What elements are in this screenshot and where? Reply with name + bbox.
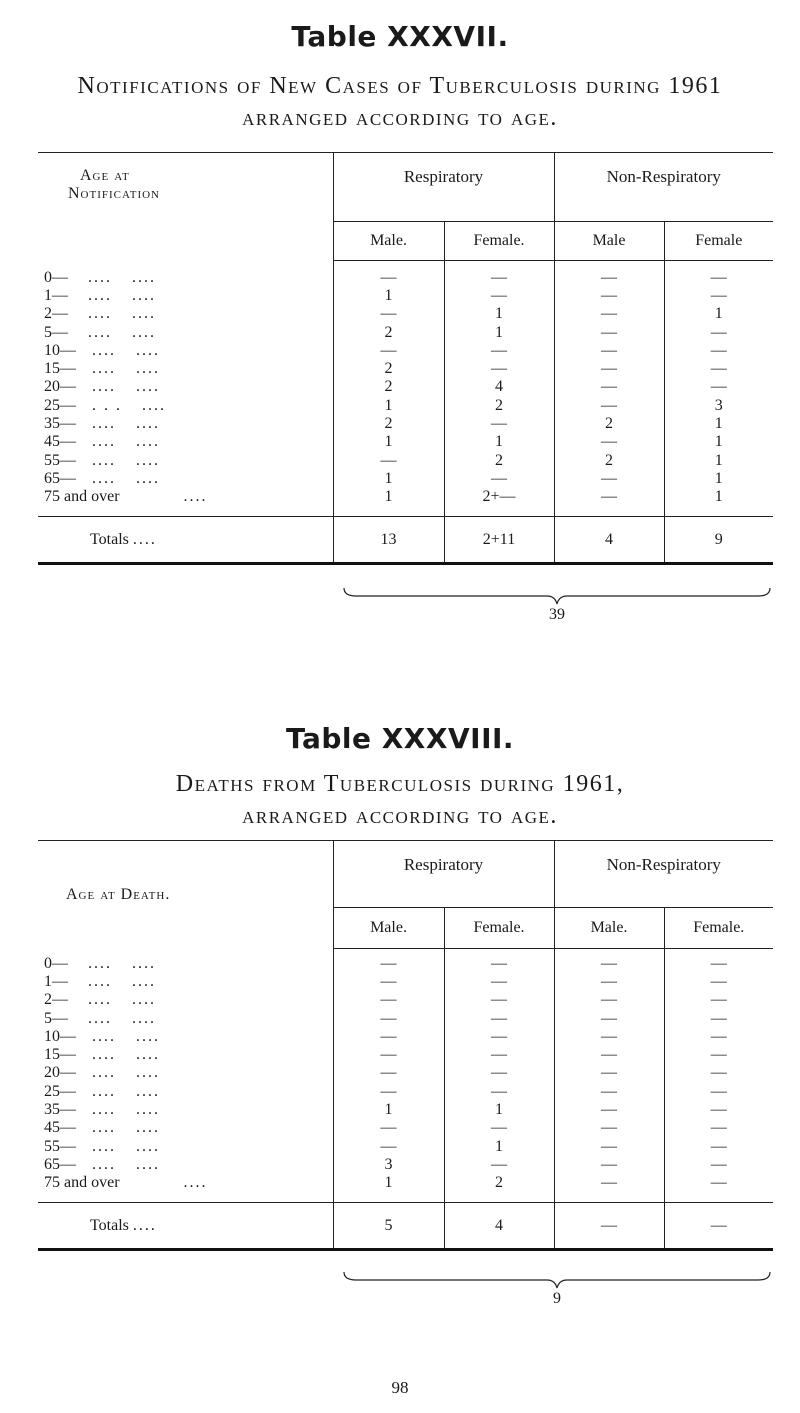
table-row: 35— .... .... 2 — 2 1 <box>38 415 773 433</box>
non-respiratory-male-header: Male. <box>554 908 664 949</box>
non-respiratory-female-header: Female. <box>664 908 773 949</box>
table-row: 5— .... .... — — — — <box>38 1009 773 1027</box>
non-respiratory-group-header: Non-Respiratory <box>554 153 773 222</box>
totals-row: Totals .... 5 4 — — <box>38 1203 773 1250</box>
table1-subtitle-line1: Notifications of New Cases of Tuberculosis during 1961 <box>77 73 723 99</box>
table2-subtitle-line1: Deaths from Tuberculosis during 1961, <box>175 771 625 797</box>
table-row: 65— .... .... 1 — — 1 <box>38 470 773 488</box>
table-row: 25— .... .... — — — — <box>38 1083 773 1101</box>
table-row: 75 and over .... 1 2 — — <box>38 1174 773 1192</box>
table-row: 20— .... .... — — — — <box>38 1064 773 1082</box>
table2-grid <box>38 840 773 1251</box>
respiratory-group-header: Respiratory <box>333 841 554 908</box>
totals-row: Totals .... 13 2+11 4 9 <box>38 517 773 564</box>
table2-subtitle <box>0 768 800 832</box>
table1-heading: Table XXXVII. <box>291 20 509 53</box>
table-row: 0— .... .... — — — — <box>38 955 773 973</box>
table-row: 45— .... .... 1 1 — 1 <box>38 433 773 451</box>
table-row: 15— .... .... — — — — <box>38 1046 773 1064</box>
table-row: 35— .... .... 1 1 — — <box>38 1101 773 1119</box>
table-row: 55— .... .... — 2 2 1 <box>38 451 773 469</box>
table2-grand-total: 9 <box>553 1290 561 1307</box>
age-at-death-header: Age at Death. <box>66 885 171 903</box>
table2-subtitle-line2: arranged according to age. <box>242 803 558 829</box>
table1-grid <box>38 152 773 565</box>
respiratory-male-header: Male. <box>333 908 444 949</box>
table1-subtitle-line2: arranged according to age. <box>242 105 558 131</box>
table-row: 10— .... .... — — — — <box>38 1028 773 1046</box>
table-row: 10— .... .... — — — — <box>38 342 773 360</box>
page-number: 98 <box>391 1378 409 1397</box>
non-respiratory-male-header: Male <box>554 222 664 261</box>
table-row: 45— .... .... — — — — <box>38 1119 773 1137</box>
age-at-notification-header: Age at Notification <box>68 167 160 202</box>
table-row: 1— .... .... 1 — — — <box>38 287 773 305</box>
table1-subtitle <box>0 70 800 134</box>
grand-total-brace <box>342 1270 772 1292</box>
table-row: 55— .... .... — 1 — — <box>38 1137 773 1155</box>
table-row: 20— .... .... 2 4 — — <box>38 378 773 396</box>
table-row: 15— .... .... 2 — — — <box>38 360 773 378</box>
non-respiratory-female-header: Female <box>664 222 773 261</box>
table-row: 25— . . . .... 1 2 — 3 <box>38 397 773 415</box>
table-row: 75 and over .... 1 2+— — 1 <box>38 488 773 506</box>
table-row: 2— .... .... — — — — <box>38 991 773 1009</box>
table-row: 1— .... .... — — — — <box>38 973 773 991</box>
non-respiratory-group-header: Non-Respiratory <box>554 841 773 908</box>
table-row: 5— .... .... 2 1 — — <box>38 323 773 341</box>
table-row: 2— .... .... — 1 — 1 <box>38 305 773 323</box>
respiratory-female-header: Female. <box>444 222 554 261</box>
table-row: 0— .... .... — — — — <box>38 269 773 287</box>
table-row: 65— .... .... 3 — — — <box>38 1156 773 1174</box>
table1-grand-total: 39 <box>549 606 565 623</box>
table2-heading: Table XXXVIII. <box>285 722 515 755</box>
respiratory-female-header: Female. <box>444 908 554 949</box>
respiratory-group-header: Respiratory <box>333 153 554 222</box>
grand-total-brace <box>342 586 772 608</box>
respiratory-male-header: Male. <box>333 222 444 261</box>
